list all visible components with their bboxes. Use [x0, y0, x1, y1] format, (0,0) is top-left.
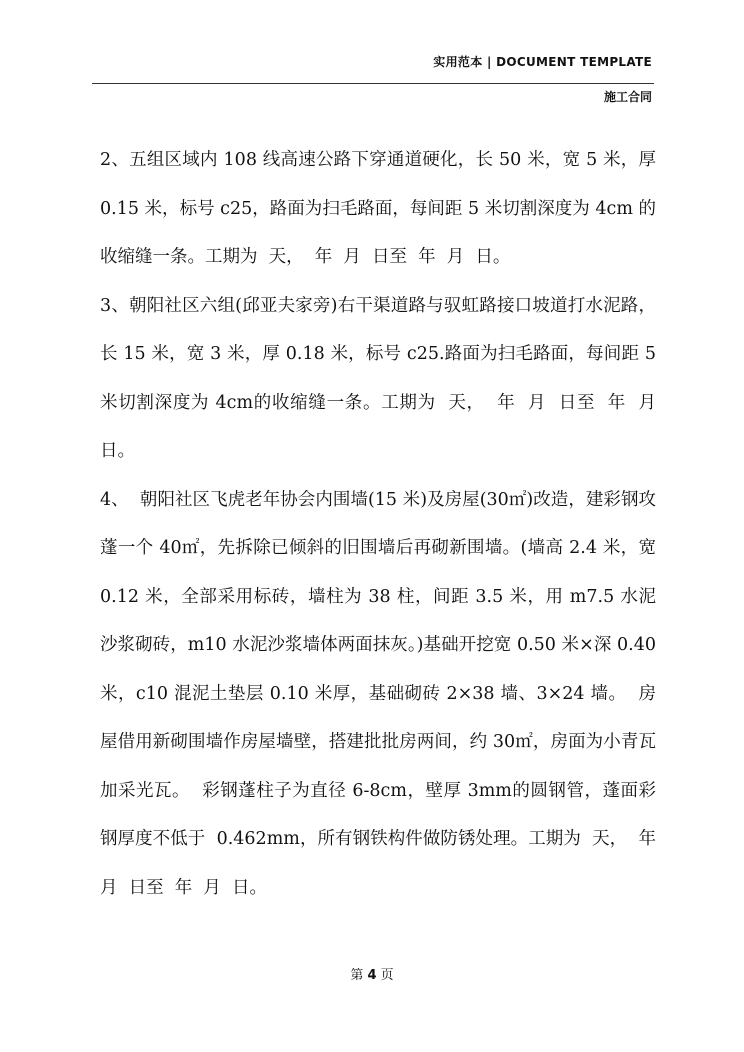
page-suffix: 页 [380, 968, 394, 983]
page-footer [0, 964, 744, 983]
page-number: 4 [367, 968, 377, 983]
paragraph-item-4: 4、 朝阳社区飞虎老年协会内围墙(15 米)及房屋(30㎡)改造，建彩钢攻蓬一个 40㎡，先拆除已倾斜的旧围墙后再砌新围墙。(墙高 2.4 米，宽 0.12 米，全部采用标砖，墙柱为 38 柱，间距 3.5 米，用 m7.5 水泥沙浆砌砖，m10 水泥沙浆墙体两面抹灰。)基础开挖宽 0.50 米×深 0.40 米，c10 混泥土垫层 0.10 米厚，基础砌砖 2×38 墙、3×24 墙。 房屋借用新砌围墙作房屋墙壁，搭建批批房两间，约 30㎡，房面为小青瓦加采光瓦。 彩钢蓬柱子为直径 6-8cm，壁厚 3mm的圆钢管，蓬面彩钢厚度不低于 0.462mm，所有钢铁构件做防锈处理。工期为 天， 年 月 日至 年 月 日。 [100, 489, 668, 898]
document-body [100, 136, 668, 912]
header-divider [92, 83, 654, 84]
header-title: 实用范本 | DOCUMENT TEMPLATE [433, 55, 652, 69]
page-prefix: 第 [350, 968, 364, 983]
paragraph-item-2: 2、五组区域内 108 线高速公路下穿通道硬化，长 50 米，宽 5 米，厚 0.15 米，标号 c25，路面为扫毛路面，每间距 5 米切割深度为 4cm 的收缩缝一条。工期为 天， 年 月 日至 年 月 日。 [100, 150, 662, 267]
header-subtitle: 施工合同 [603, 90, 652, 104]
paragraph-item-3: 3、朝阳社区六组(邱亚夫家旁)右干渠道路与驭虹路接口坡道打水泥路，长 15 米，宽 3 米，厚 0.18 米，标号 c25.路面为扫毛路面，每间距 5 米切割深度为 4cm的收缩缝一条。工期为 天， 年 月 日至 年 月 日。 [100, 295, 668, 461]
